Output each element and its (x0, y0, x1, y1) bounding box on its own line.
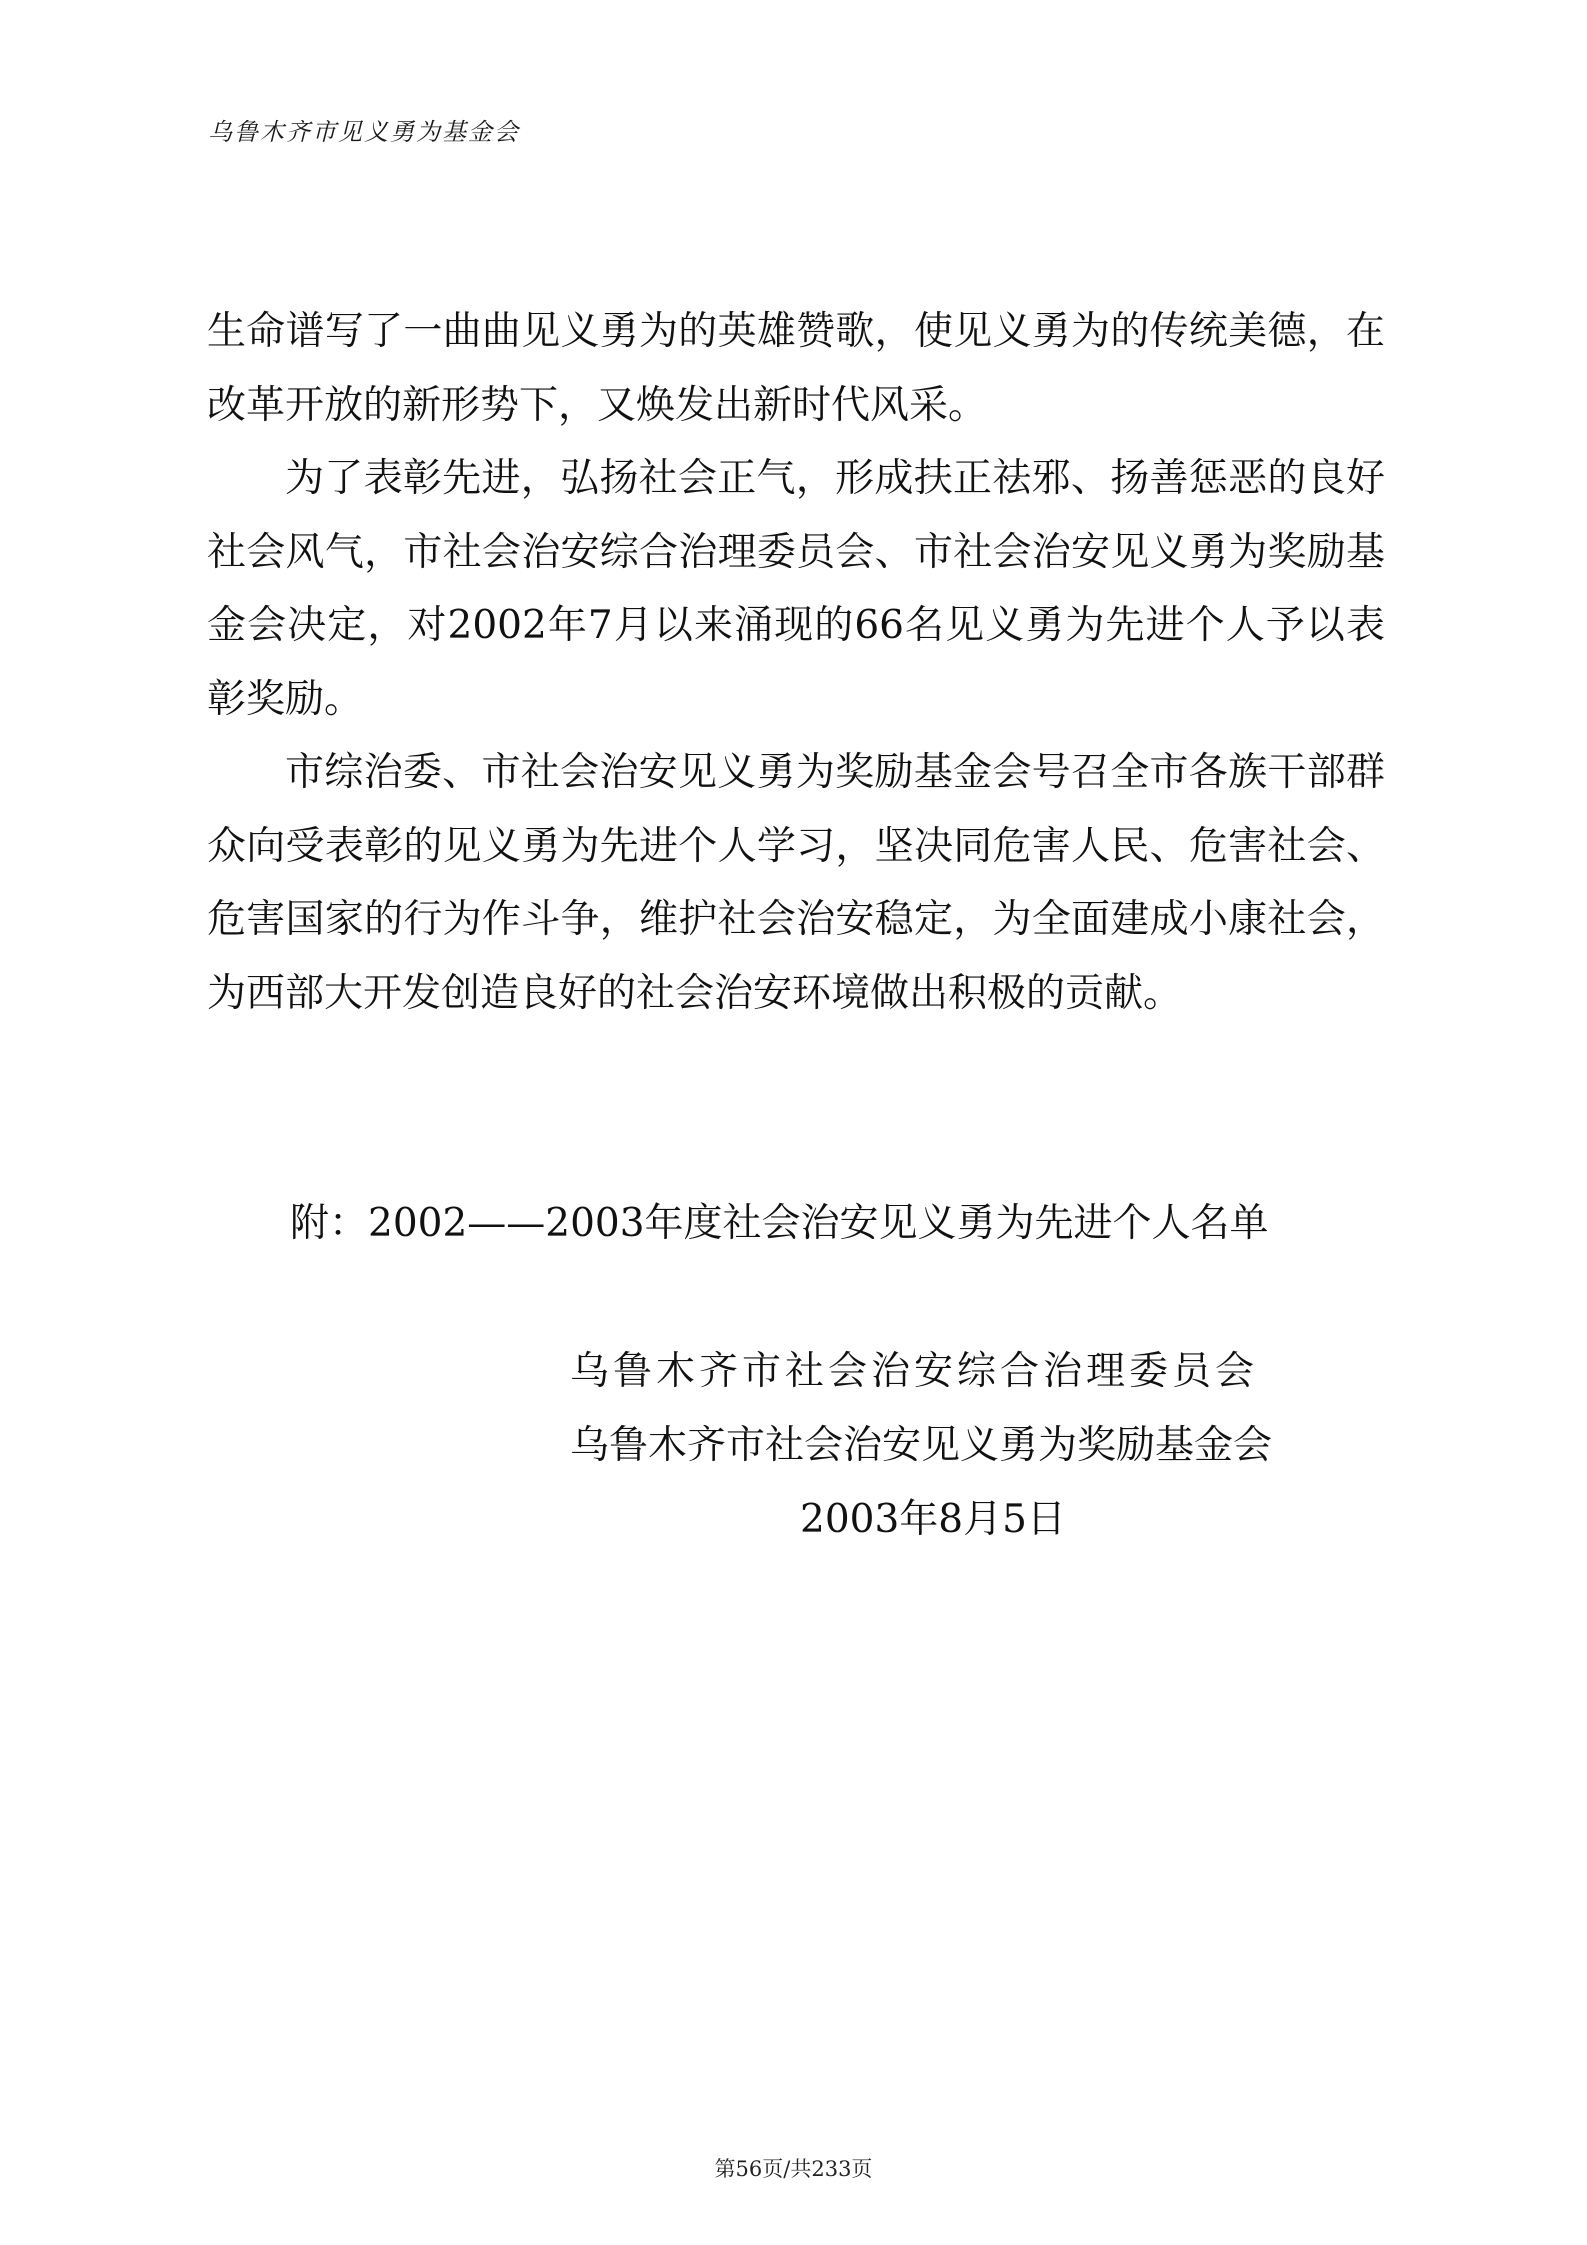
page-header-org-name: 乌鲁木齐市见义勇为基金会 (208, 118, 520, 146)
signature-block (570, 1335, 1350, 1557)
signature-date: 2003年8月5日 (800, 1497, 1066, 1542)
paragraph-commendation: 为了表彰先进，弘扬社会正气，形成扶正祛邪、扬善惩恶的良好社会风气，市社会治安综合治理委员会、市社会治安见义勇为奖励基金会决定，对2002年7月以来涌现的66名见义勇为先进个人予以表彰奖励。 (207, 456, 1385, 722)
page-footer-indicator: 第56页/共233页 (714, 2157, 873, 2181)
attachment-note: 附：2002——2003年度社会治安见义勇为先进个人名单 (290, 1201, 1269, 1246)
paragraph-continuation: 生命谱写了一曲曲见义勇为的英雄赞歌，使见义勇为的传统美德，在改革开放的新形势下，又焕发出新时代风采。 (207, 309, 1385, 428)
signature-org-committee: 乌鲁木齐市社会治安综合治理委员会 (570, 1349, 1259, 1394)
paragraph-call-to-action: 市综治委、市社会治安见义勇为奖励基金会号召全市各族干部群众向受表彰的见义勇为先进个人学习，坚决同危害人民、危害社会、危害国家的行为作斗争，维护社会治安稳定，为全面建成小康社会，为西部大开发创造良好的社会治安环境做出积极的贡献。 (207, 750, 1385, 1016)
signature-org-foundation: 乌鲁木齐市社会治安见义勇为奖励基金会 (570, 1423, 1273, 1468)
body-text (207, 295, 1385, 1030)
